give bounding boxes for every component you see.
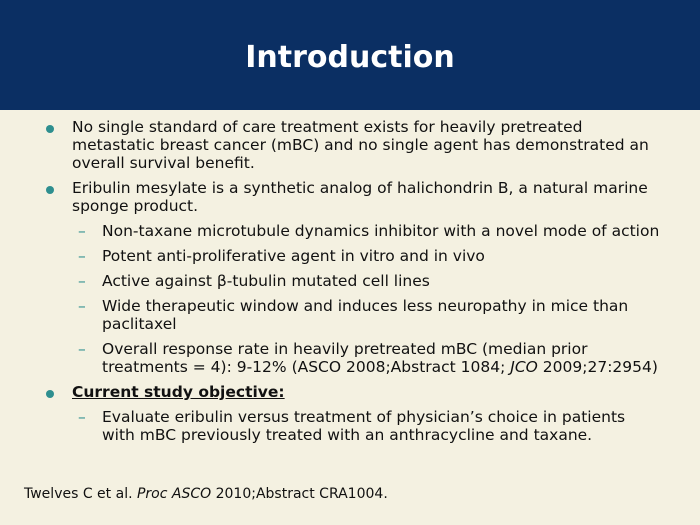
dash-icon: – [78,222,86,240]
bullet-3 [0,383,700,401]
slide-body [0,118,700,451]
sub-bullet-text: Non-taxane microtubule dynamics inhibitor with a novel mode of action [102,222,660,240]
citation-authors: Twelves C et al. [24,486,137,502]
bullet-2-text: Eribulin mesylate is a synthetic analog of halichondrin B, a natural marine sponge product. [72,179,648,215]
sub-bullet-2-5 [0,340,700,376]
bullet-1-text: No single standard of care treatment exists for heavily pretreated metastatic breast cancer (mBC) and no single agent has demonstrated an overall survival benefit. [72,118,649,172]
sub-bullet-text: Potent anti-proliferative agent in vitro and in vivo [102,247,485,265]
dash-icon: – [78,247,86,265]
slide-title: Introduction [245,39,455,75]
sub-bullet-3-1 [0,408,700,444]
dash-icon: – [78,408,86,426]
dash-icon: – [78,297,86,315]
dash-icon: – [78,272,86,290]
bullet-3-text: Current study objective: [72,383,285,401]
citation-journal: Proc ASCO [136,486,212,502]
citation [24,486,388,502]
bullet-dot-icon [46,125,54,133]
bullet-dot-icon [46,186,54,194]
sub-bullet-text: Evaluate eribulin versus treatment of physician’s choice in patients with mBC previously treated with an anthracycline and taxane. [102,408,626,444]
bullet-1 [0,118,700,172]
dash-icon: – [78,340,86,358]
sub-bullet-2-2 [0,247,700,265]
sub-bullet-text: Wide therapeutic window and induces less neuropathy in mice than paclitaxel [102,297,629,333]
title-bar [0,0,700,110]
sub-bullet-2-1 [0,222,700,240]
citation-rest: 2010;Abstract CRA1004. [211,486,388,502]
sub-bullet-text-pre: Overall response rate in heavily pretreated mBC (median prior treatments = 4): 9-12% (ASCO 2008;Abstract 1084; [102,340,588,376]
sub-bullet-text: Active against β-tubulin mutated cell lines [102,272,430,290]
sub-bullet-text-post: 2009;27:2954) [537,358,658,376]
bullet-dot-icon [46,390,54,398]
sub-bullet-2-3 [0,272,700,290]
bullet-2 [0,179,700,215]
journal-name: JCO [510,358,538,376]
sub-bullet-2-4 [0,297,700,333]
